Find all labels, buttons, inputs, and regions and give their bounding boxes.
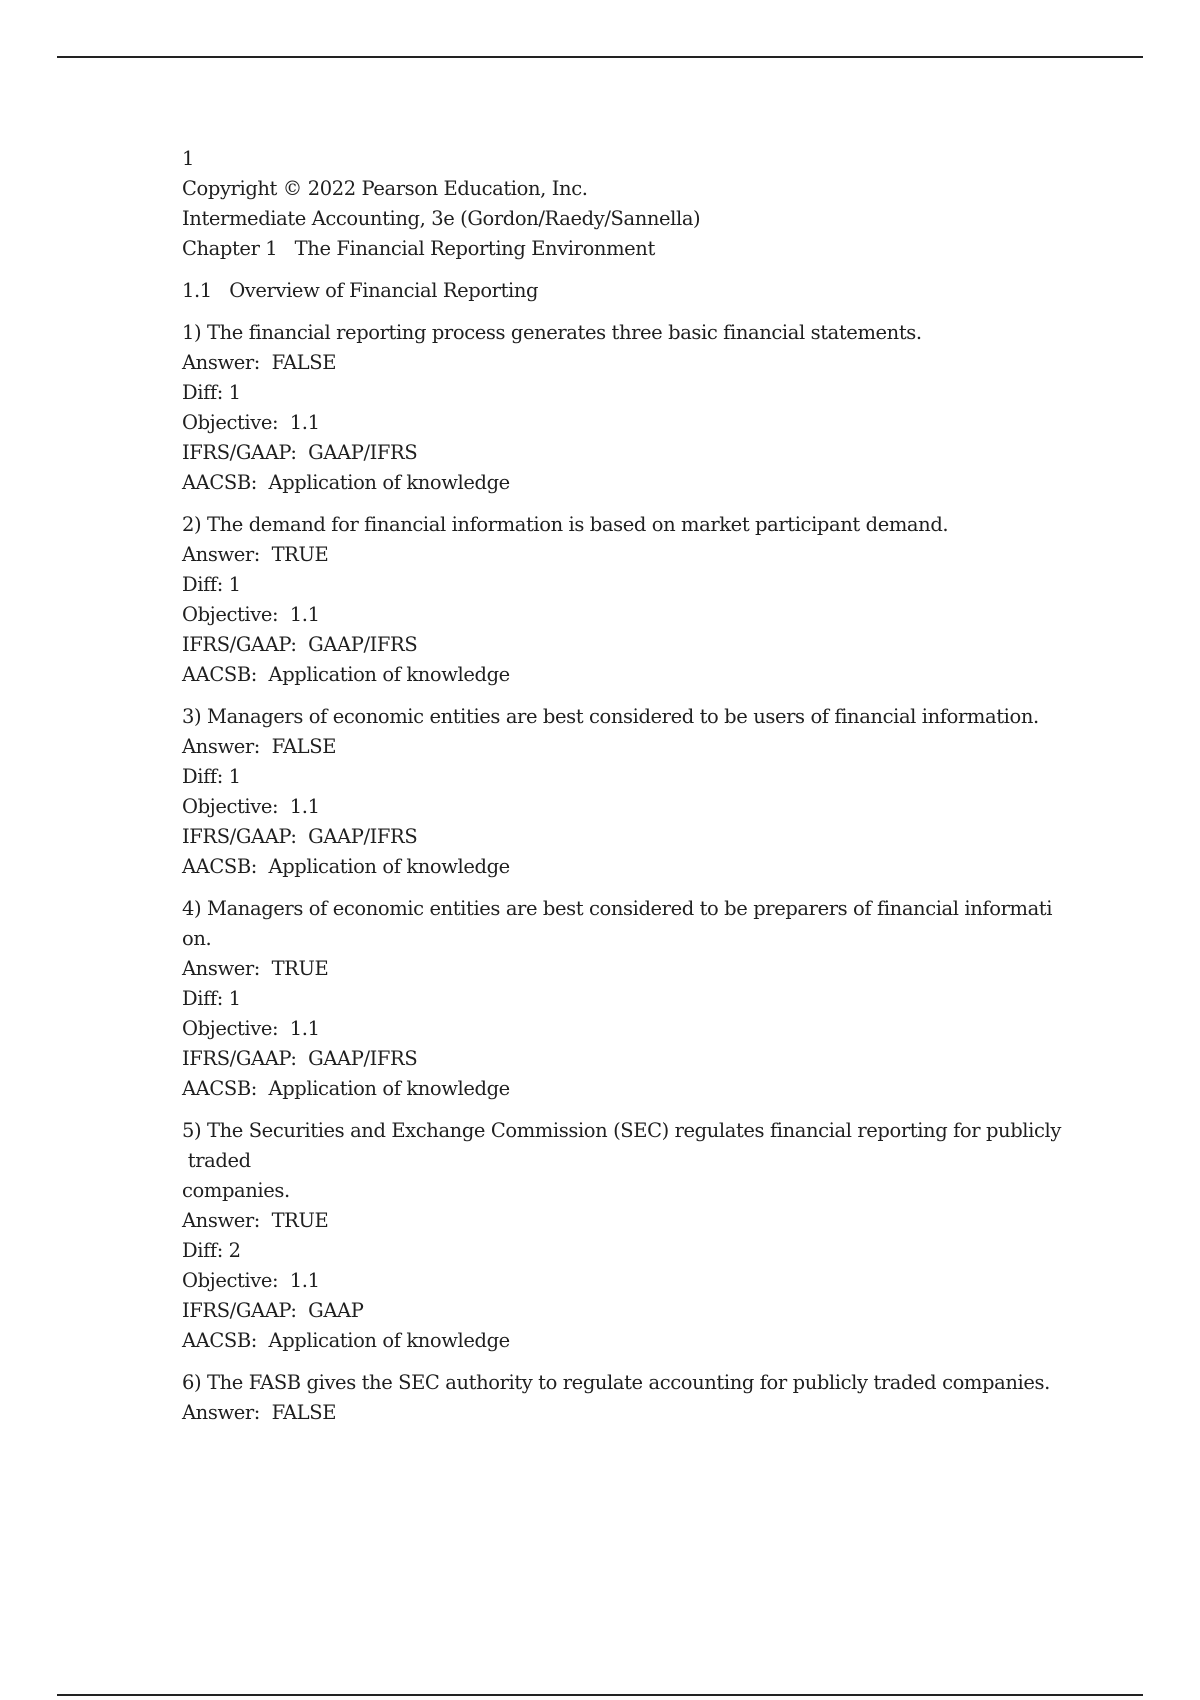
objective-line: Objective: 1.1 xyxy=(182,795,320,818)
question-text-continued: traded xyxy=(182,1149,251,1172)
ifrs-gaap-line: IFRS/GAAP: GAAP/IFRS xyxy=(182,441,418,464)
question-block-1 xyxy=(182,318,1062,498)
aacsb-line: AACSB: Application of knowledge xyxy=(182,471,510,494)
difficulty-line: Diff: 1 xyxy=(182,765,241,788)
answer-line: Answer: FALSE xyxy=(182,351,337,374)
answer-line: Answer: FALSE xyxy=(182,1401,337,1424)
copyright-line: Copyright © 2022 Pearson Education, Inc. xyxy=(182,177,588,200)
chapter-title: Chapter 1 The Financial Reporting Environment xyxy=(182,237,655,260)
question-block-6 xyxy=(182,1368,1062,1428)
answer-line: Answer: TRUE xyxy=(182,543,329,566)
question-block-5 xyxy=(182,1116,1062,1356)
question-text: 2) The demand for financial information is based on market participant demand. xyxy=(182,513,949,536)
answer-line: Answer: FALSE xyxy=(182,735,337,758)
question-text-continued-2: companies. xyxy=(182,1179,290,1202)
difficulty-line: Diff: 1 xyxy=(182,573,241,596)
objective-line: Objective: 1.1 xyxy=(182,1017,320,1040)
question-text: 1) The financial reporting process generates three basic financial statements. xyxy=(182,321,922,344)
page-number: 1 xyxy=(182,147,195,170)
answer-line: Answer: TRUE xyxy=(182,957,329,980)
question-text: 3) Managers of economic entities are best considered to be users of financial information. xyxy=(182,705,1039,728)
question-text: 6) The FASB gives the SEC authority to regulate accounting for publicly traded companies. xyxy=(182,1371,1050,1394)
book-title: Intermediate Accounting, 3e (Gordon/Raedy/Sannella) xyxy=(182,207,701,230)
objective-line: Objective: 1.1 xyxy=(182,1269,320,1292)
aacsb-line: AACSB: Application of knowledge xyxy=(182,663,510,686)
objective-line: Objective: 1.1 xyxy=(182,411,320,434)
difficulty-line: Diff: 1 xyxy=(182,987,241,1010)
answer-line: Answer: TRUE xyxy=(182,1209,329,1232)
aacsb-line: AACSB: Application of knowledge xyxy=(182,1077,510,1100)
question-text: 5) The Securities and Exchange Commission (SEC) regulates financial reporting for publicly xyxy=(182,1119,1061,1142)
question-block-2 xyxy=(182,510,1062,690)
aacsb-line: AACSB: Application of knowledge xyxy=(182,855,510,878)
question-text-continued: on. xyxy=(182,927,212,950)
ifrs-gaap-line: IFRS/GAAP: GAAP/IFRS xyxy=(182,1047,418,1070)
ifrs-gaap-line: IFRS/GAAP: GAAP/IFRS xyxy=(182,825,418,848)
question-block-3 xyxy=(182,702,1062,882)
aacsb-line: AACSB: Application of knowledge xyxy=(182,1329,510,1352)
bottom-rule xyxy=(57,1694,1143,1696)
difficulty-line: Diff: 2 xyxy=(182,1239,241,1262)
question-text: 4) Managers of economic entities are best considered to be preparers of financial informati xyxy=(182,897,1053,920)
difficulty-line: Diff: 1 xyxy=(182,381,241,404)
objective-line: Objective: 1.1 xyxy=(182,603,320,626)
document-body xyxy=(182,144,1062,1428)
ifrs-gaap-line: IFRS/GAAP: GAAP/IFRS xyxy=(182,633,418,656)
ifrs-gaap-line: IFRS/GAAP: GAAP xyxy=(182,1299,364,1322)
section-title: 1.1 Overview of Financial Reporting xyxy=(182,279,539,302)
top-rule xyxy=(57,56,1143,58)
question-block-4 xyxy=(182,894,1062,1104)
